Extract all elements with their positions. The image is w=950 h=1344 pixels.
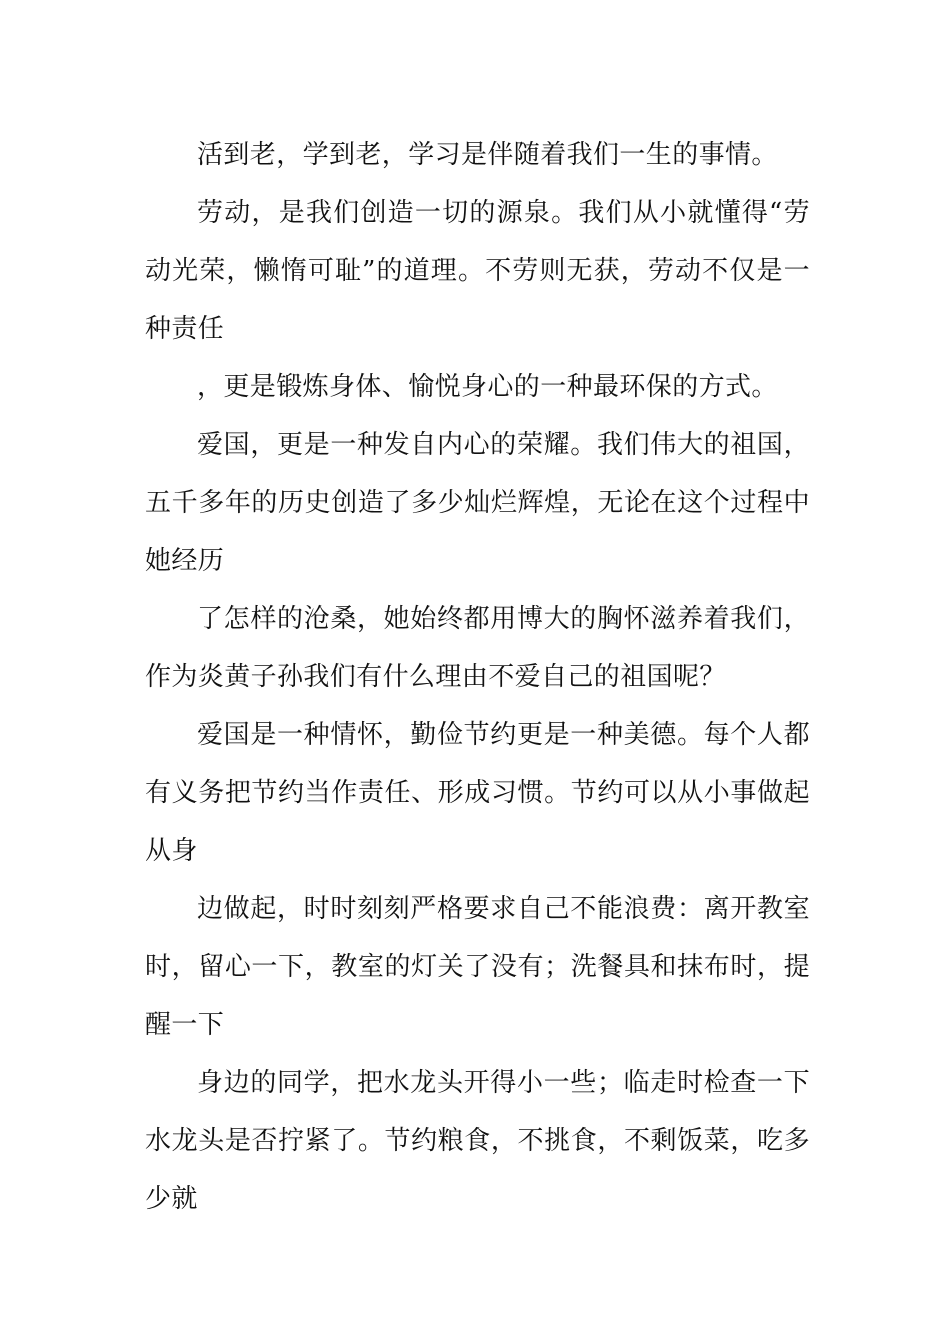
document-body <box>145 126 810 1228</box>
paragraph-6: 爱国是一种情怀，勤俭节约更是一种美德。每个人都有义务把节约当作责任、形成习惯。节约可以从小事做起从身 <box>145 720 810 866</box>
paragraph-2: 劳动，是我们创造一切的源泉。我们从小就懂得“劳动光荣，懒惰可耻”的道理。不劳则无获，劳动不仅是一种责任 <box>145 198 810 344</box>
paragraph-7: 边做起，时时刻刻严格要求自己不能浪费：离开教室时，留心一下，教室的灯关了没有；洗餐具和抹布时，提醒一下 <box>145 894 810 1040</box>
paragraph-5: 了怎样的沧桑，她始终都用博大的胸怀滋养着我们，作为炎黄子孙我们有什么理由不爱自己的祖国呢？ <box>145 604 810 692</box>
paragraph-8: 身边的同学，把水龙头开得小一些；临走时检查一下水龙头是否拧紧了。节约粮食，不挑食，不剩饭菜，吃多少就 <box>145 1068 810 1214</box>
paragraph-4: 爱国，更是一种发自内心的荣耀。我们伟大的祖国，五千多年的历史创造了多少灿烂辉煌，无论在这个过程中她经历 <box>145 430 810 576</box>
paragraph-1: 活到老，学到老，学习是伴随着我们一生的事情。 <box>197 140 778 170</box>
paragraph-3: ，更是锻炼身体、愉悦身心的一种最环保的方式。 <box>197 372 778 402</box>
